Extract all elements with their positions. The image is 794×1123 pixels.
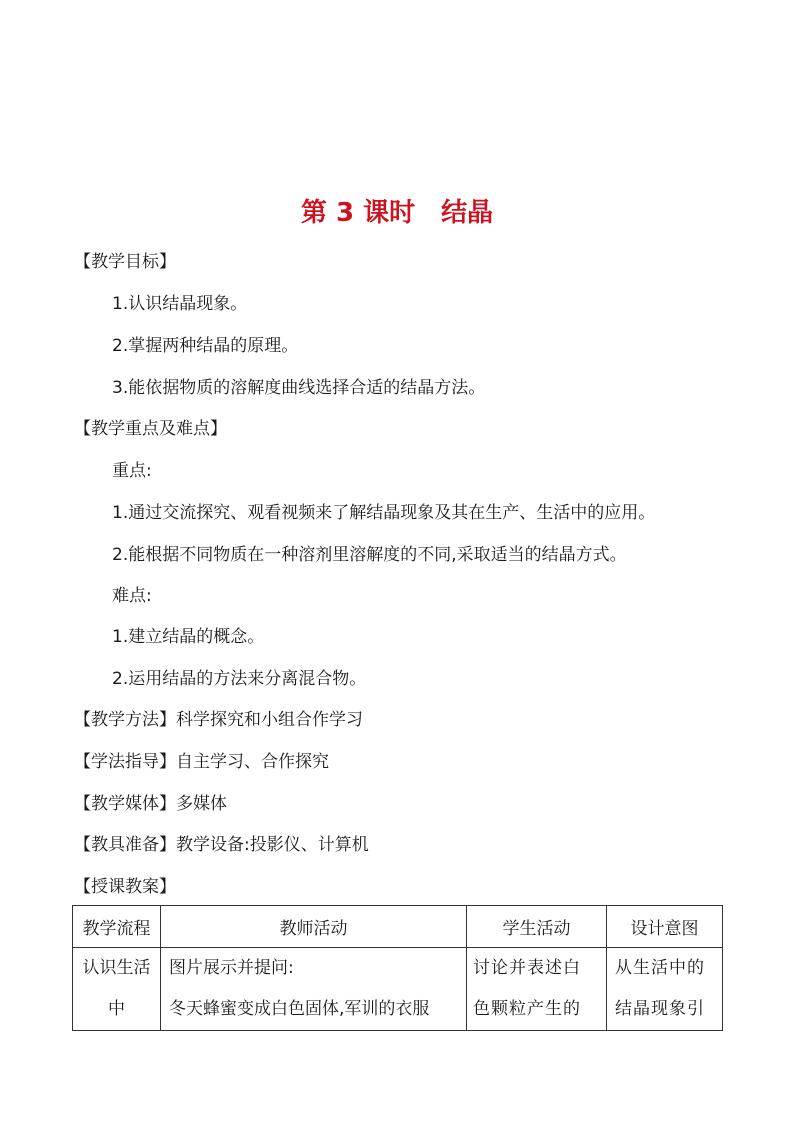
lesson-plan-header: 【授课教案】 (74, 877, 176, 897)
column-header: 教师活动 (161, 906, 467, 948)
media-line (74, 793, 227, 815)
equipment-line (74, 834, 369, 856)
difficulty-label: 难点: (112, 586, 152, 606)
cell-text: 讨论并表述白 (473, 958, 581, 978)
equipment-label: 【教具准备】 (74, 835, 176, 855)
cell-text: 中 (108, 999, 125, 1019)
column-header: 教学流程 (73, 906, 161, 948)
key-points-header: 【教学重点及难点】 (74, 419, 227, 439)
column-header: 学生活动 (467, 906, 607, 948)
cell-text: 结晶现象引 (615, 999, 705, 1019)
cell-text: 认识生活 (82, 958, 151, 978)
teacher-activity-cell (161, 948, 467, 1031)
focus-item: 1.通过交流探究、观看视频来了解结晶现象及其在生产、生活中的应用。 (112, 503, 656, 523)
guidance-line (74, 751, 329, 773)
focus-label: 重点: (112, 461, 152, 481)
guidance-label: 【学法指导】 (74, 752, 176, 772)
objectives-header: 【教学目标】 (74, 252, 176, 272)
lesson-plan-table (72, 905, 723, 1031)
focus-item: 2.能根据不同物质在一种溶剂里溶解度的不同,采取适当的结晶方式。 (112, 545, 627, 565)
cell-text: 色颗粒产生的 (473, 999, 581, 1019)
objective-item: 3.能依据物质的溶解度曲线选择合适的结晶方法。 (112, 378, 486, 398)
guidance-value: 自主学习、合作探究 (176, 752, 329, 772)
method-value: 科学探究和小组合作学习 (176, 710, 363, 730)
table-header-row (73, 906, 723, 948)
design-intent-cell (607, 948, 723, 1031)
table-row (73, 948, 723, 1031)
cell-text: 图片展示并提问: (169, 958, 294, 978)
objective-item: 1.认识结晶现象。 (112, 294, 248, 314)
equipment-value: 教学设备:投影仪、计算机 (176, 835, 369, 855)
cell-text: 冬天蜂蜜变成白色固体,军训的衣服 (169, 999, 430, 1019)
media-label: 【教学媒体】 (74, 794, 176, 814)
page-title: 第 3 课时 结晶 (300, 198, 494, 228)
cell-text: 从生活中的 (615, 958, 705, 978)
difficulty-item: 2.运用结晶的方法来分离混合物。 (112, 669, 367, 689)
method-label: 【教学方法】 (74, 710, 176, 730)
student-activity-cell (467, 948, 607, 1031)
objective-item: 2.掌握两种结晶的原理。 (112, 336, 299, 356)
media-value: 多媒体 (176, 794, 227, 814)
process-cell (73, 948, 161, 1031)
method-line (74, 709, 363, 731)
difficulty-item: 1.建立结晶的概念。 (112, 627, 265, 647)
column-header: 设计意图 (607, 906, 723, 948)
